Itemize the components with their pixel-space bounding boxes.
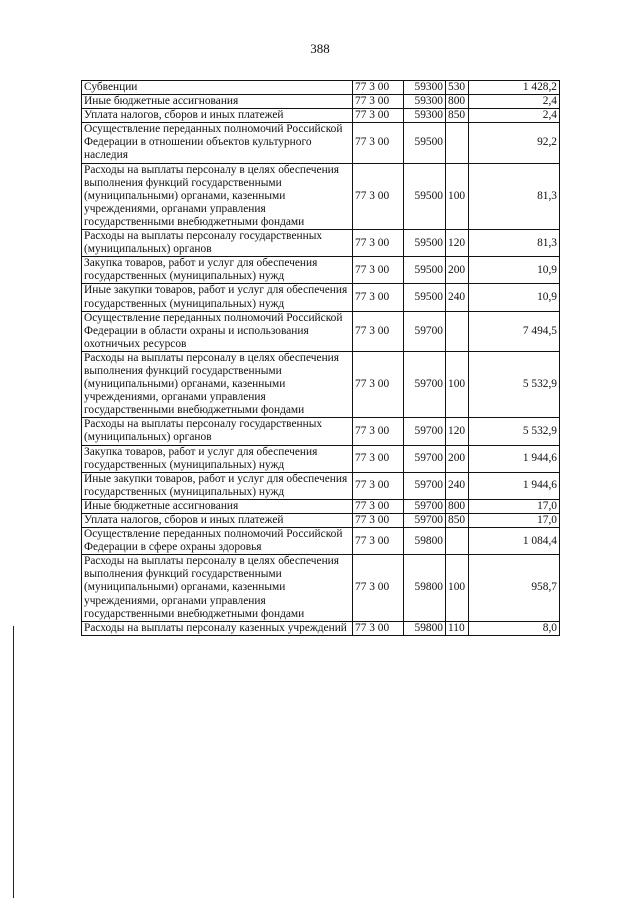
program-code-cell: 77 3 00	[353, 311, 404, 351]
program-code-cell: 77 3 00	[353, 95, 404, 109]
program-code-cell: 77 3 00	[353, 257, 404, 284]
program-code-cell: 77 3 00	[353, 499, 404, 513]
table-row	[82, 472, 560, 499]
expense-name-cell: Иные закупки товаров, работ и услуг для обеспечения государственных (муниципальных) нужд	[82, 472, 353, 499]
target-code-cell: 59700	[404, 472, 446, 499]
table-row	[82, 284, 560, 311]
amount-cell: 1 944,6	[469, 472, 560, 499]
amount-cell: 8,0	[469, 621, 560, 635]
expense-name-cell: Осуществление переданных полномочий Российской Федерации в сфере охраны здоровья	[82, 528, 353, 555]
target-code-cell: 59700	[404, 445, 446, 472]
program-code-cell: 77 3 00	[353, 445, 404, 472]
expense-type-cell: 240	[446, 472, 469, 499]
table-row	[82, 528, 560, 555]
expense-name-cell: Осуществление переданных полномочий Российской Федерации в отношении объектов культурного наследия	[82, 123, 353, 163]
expense-name-cell: Иные бюджетные ассигнования	[82, 95, 353, 109]
table-row	[82, 311, 560, 351]
table-row	[82, 499, 560, 513]
expense-name-cell: Осуществление переданных полномочий Российской Федерации в области охраны и использования охотничьих ресурсов	[82, 311, 353, 351]
table-row	[82, 163, 560, 229]
expense-type-cell	[446, 311, 469, 351]
expense-name-cell: Расходы на выплаты персоналу государственных (муниципальных) органов	[82, 230, 353, 257]
expense-type-cell: 800	[446, 95, 469, 109]
amount-cell: 2,4	[469, 109, 560, 123]
amount-cell: 10,9	[469, 257, 560, 284]
margin-rule	[13, 626, 14, 898]
expense-type-cell: 120	[446, 418, 469, 445]
expense-type-cell: 110	[446, 621, 469, 635]
table-row	[82, 351, 560, 417]
expense-type-cell: 200	[446, 257, 469, 284]
expense-name-cell: Субвенции	[82, 81, 353, 95]
table-row	[82, 418, 560, 445]
expense-type-cell	[446, 528, 469, 555]
program-code-cell: 77 3 00	[353, 528, 404, 555]
expense-name-cell: Иные закупки товаров, работ и услуг для обеспечения государственных (муниципальных) нужд	[82, 284, 353, 311]
table-row	[82, 514, 560, 528]
expense-type-cell	[446, 123, 469, 163]
page-number: 388	[310, 41, 330, 56]
expense-type-cell: 100	[446, 163, 469, 229]
table-row	[82, 81, 560, 95]
program-code-cell: 77 3 00	[353, 163, 404, 229]
expense-type-cell: 200	[446, 445, 469, 472]
amount-cell: 5 532,9	[469, 351, 560, 417]
target-code-cell: 59800	[404, 528, 446, 555]
target-code-cell: 59500	[404, 123, 446, 163]
amount-cell: 17,0	[469, 499, 560, 513]
expense-type-cell: 850	[446, 514, 469, 528]
amount-cell: 92,2	[469, 123, 560, 163]
program-code-cell: 77 3 00	[353, 123, 404, 163]
program-code-cell: 77 3 00	[353, 555, 404, 621]
amount-cell: 81,3	[469, 163, 560, 229]
expense-name-cell: Расходы на выплаты персоналу государственных (муниципальных) органов	[82, 418, 353, 445]
amount-cell: 1 428,2	[469, 81, 560, 95]
target-code-cell: 59800	[404, 621, 446, 635]
expense-name-cell: Иные бюджетные ассигнования	[82, 499, 353, 513]
target-code-cell: 59300	[404, 109, 446, 123]
target-code-cell: 59500	[404, 230, 446, 257]
expense-type-cell: 100	[446, 555, 469, 621]
expense-name-cell: Расходы на выплаты персоналу в целях обеспечения выполнения функций государственными (муниципальными) органами, казенными учреждениями, органами управления государственными внебюджетными фондами	[82, 555, 353, 621]
expense-name-cell: Расходы на выплаты персоналу в целях обеспечения выполнения функций государственными (муниципальными) органами, казенными учреждениями, органами управления государственными внебюджетными фондами	[82, 351, 353, 417]
program-code-cell: 77 3 00	[353, 351, 404, 417]
table-row	[82, 445, 560, 472]
amount-cell: 10,9	[469, 284, 560, 311]
amount-cell: 17,0	[469, 514, 560, 528]
target-code-cell: 59300	[404, 81, 446, 95]
expense-type-cell: 530	[446, 81, 469, 95]
target-code-cell: 59500	[404, 284, 446, 311]
target-code-cell: 59700	[404, 499, 446, 513]
amount-cell: 958,7	[469, 555, 560, 621]
program-code-cell: 77 3 00	[353, 472, 404, 499]
budget-table-body	[82, 81, 560, 636]
expense-type-cell: 850	[446, 109, 469, 123]
table-row	[82, 257, 560, 284]
table-row	[82, 109, 560, 123]
amount-cell: 81,3	[469, 230, 560, 257]
target-code-cell: 59500	[404, 257, 446, 284]
table-row	[82, 123, 560, 163]
expense-name-cell: Расходы на выплаты персоналу казенных учреждений	[82, 621, 353, 635]
budget-table	[81, 80, 560, 636]
expense-type-cell: 120	[446, 230, 469, 257]
expense-type-cell: 100	[446, 351, 469, 417]
target-code-cell: 59700	[404, 311, 446, 351]
expense-name-cell: Уплата налогов, сборов и иных платежей	[82, 514, 353, 528]
table-row	[82, 621, 560, 635]
amount-cell: 1 944,6	[469, 445, 560, 472]
target-code-cell: 59700	[404, 351, 446, 417]
amount-cell: 1 084,4	[469, 528, 560, 555]
expense-type-cell: 800	[446, 499, 469, 513]
table-row	[82, 555, 560, 621]
amount-cell: 7 494,5	[469, 311, 560, 351]
program-code-cell: 77 3 00	[353, 81, 404, 95]
program-code-cell: 77 3 00	[353, 418, 404, 445]
program-code-cell: 77 3 00	[353, 230, 404, 257]
program-code-cell: 77 3 00	[353, 621, 404, 635]
expense-type-cell: 240	[446, 284, 469, 311]
program-code-cell: 77 3 00	[353, 514, 404, 528]
expense-name-cell: Закупка товаров, работ и услуг для обеспечения государственных (муниципальных) нужд	[82, 257, 353, 284]
amount-cell: 5 532,9	[469, 418, 560, 445]
table-row	[82, 95, 560, 109]
expense-name-cell: Уплата налогов, сборов и иных платежей	[82, 109, 353, 123]
expense-name-cell: Расходы на выплаты персоналу в целях обеспечения выполнения функций государственными (муниципальными) органами, казенными учреждениями, органами управления государственными внебюджетными фондами	[82, 163, 353, 229]
target-code-cell: 59700	[404, 514, 446, 528]
expense-name-cell: Закупка товаров, работ и услуг для обеспечения государственных (муниципальных) нужд	[82, 445, 353, 472]
program-code-cell: 77 3 00	[353, 109, 404, 123]
amount-cell: 2,4	[469, 95, 560, 109]
target-code-cell: 59700	[404, 418, 446, 445]
table-row	[82, 230, 560, 257]
target-code-cell: 59500	[404, 163, 446, 229]
program-code-cell: 77 3 00	[353, 284, 404, 311]
target-code-cell: 59300	[404, 95, 446, 109]
target-code-cell: 59800	[404, 555, 446, 621]
